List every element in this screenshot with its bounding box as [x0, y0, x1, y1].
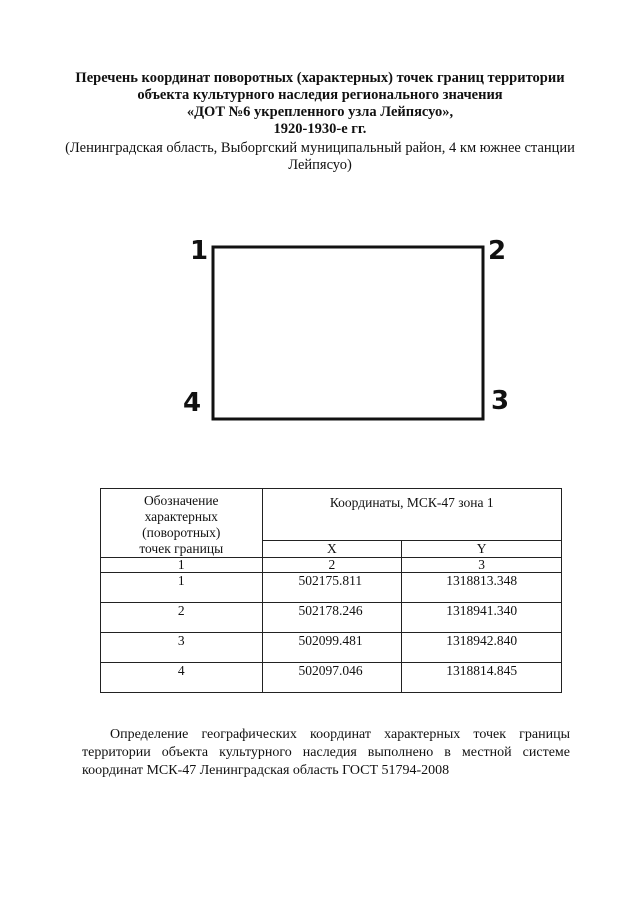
boundary-diagram: [170, 225, 530, 430]
x-coordinate: 502099.481: [262, 633, 402, 663]
table-row: [101, 663, 562, 693]
boundary-outline: [213, 247, 483, 419]
point-label-4: 4: [183, 388, 202, 418]
header-designation-line-4: точек границы: [139, 541, 224, 556]
column-number: 1: [101, 558, 263, 573]
point-number: 2: [101, 603, 263, 633]
point-number: 3: [101, 633, 263, 663]
point-number: 1: [101, 573, 263, 603]
table-row: [101, 573, 562, 603]
footer-note: [82, 726, 570, 780]
header-designation-line-3: (поворотных): [142, 525, 221, 540]
header-designation-line-2: характерных: [144, 509, 218, 524]
location-line-2: Лейпясуо): [288, 157, 352, 173]
header-coordinates: Координаты, МСК-47 зона 1: [262, 489, 562, 541]
title-line-4: 1920-1930-е гг.: [273, 121, 367, 137]
header-x: X: [262, 541, 402, 558]
point-label-3: 3: [491, 386, 510, 416]
point-label-1: 1: [190, 236, 209, 266]
y-coordinate: 1318941.340: [402, 603, 562, 633]
header-designation-line-1: Обозначение: [143, 493, 219, 508]
title-line-2: объекта культурного наследия регионального значения: [137, 87, 503, 103]
footer-note-text: Определение географических координат характерных точек границы территории объекта культурного наследия выполнено в местной системе координат МСК-47 Ленинградская область ГОСТ 51794-2008: [82, 727, 570, 778]
table-row: [101, 603, 562, 633]
x-coordinate: 502097.046: [262, 663, 402, 693]
point-label-2: 2: [488, 236, 507, 266]
x-coordinate: 502178.246: [262, 603, 402, 633]
column-numbering-row: [101, 558, 562, 573]
point-number: 4: [101, 663, 263, 693]
coordinates-table: [100, 488, 562, 693]
header-y: Y: [402, 541, 562, 558]
title-line-3: «ДОТ №6 укрепленного узла Лейпясуо»,: [186, 104, 454, 120]
header-point-designation: [101, 489, 263, 558]
y-coordinate: 1318813.348: [402, 573, 562, 603]
column-number: 3: [402, 558, 562, 573]
y-coordinate: 1318814.845: [402, 663, 562, 693]
x-coordinate: 502175.811: [262, 573, 402, 603]
y-coordinate: 1318942.840: [402, 633, 562, 663]
table-row: [101, 633, 562, 663]
location-line-1: (Ленинградская область, Выборгский муниципальный район, 4 км южнее станции: [65, 140, 575, 156]
column-number: 2: [262, 558, 402, 573]
title-line-1: Перечень координат поворотных (характерных) точек границ территории: [75, 70, 565, 86]
